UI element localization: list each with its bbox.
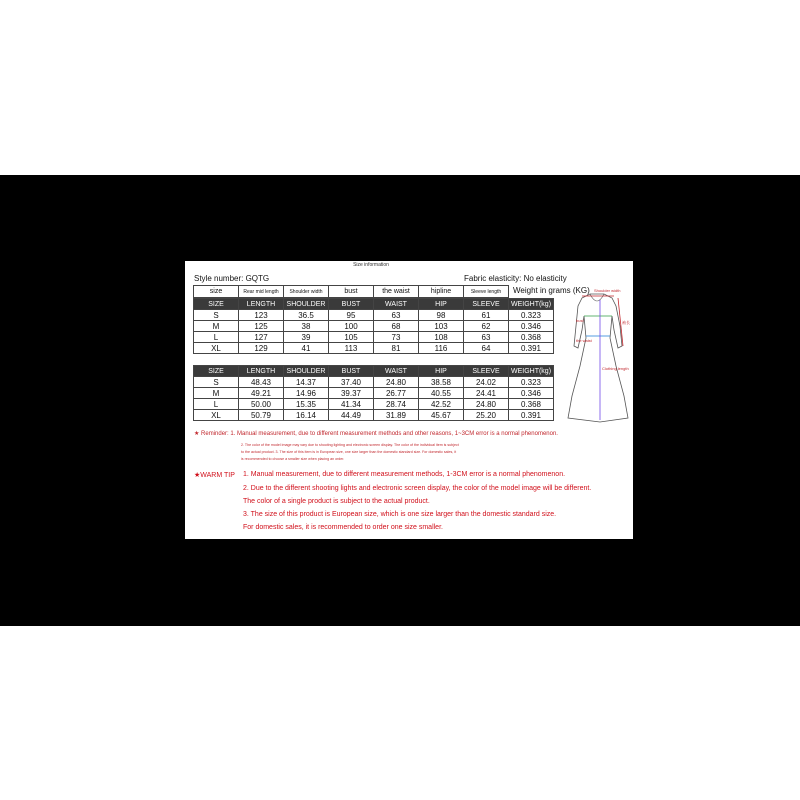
reminder-small-line: to the actual product. 3. The size of this item is in European size, one size larger than the domestic standard size. For domestic sales, it [241,450,457,454]
table-cell: 39.37 [329,388,374,399]
table-cell: 36.5 [284,310,329,321]
table-cell: L [194,399,239,410]
header-cell: the waist [374,286,419,298]
table-row [194,332,554,343]
table-cell: 0.368 [509,332,554,343]
dress-illustration [560,286,633,436]
table-cell: 25.20 [464,410,509,421]
table-cell: 68 [374,321,419,332]
table-cell: 24.02 [464,377,509,388]
table-row [194,388,554,399]
table-cell: 62 [464,321,509,332]
table-cell: 28.74 [374,399,419,410]
table-cell: 49.21 [239,388,284,399]
table-row [194,321,554,332]
table-cell: 95 [329,310,374,321]
table-cell: 116 [419,343,464,354]
column-header: HIP [419,299,464,310]
header-row-table [193,285,509,298]
table-cell: 0.346 [509,321,554,332]
table-cell: 38.58 [419,377,464,388]
waist-label: the waist [576,338,592,343]
table-row [194,377,554,388]
table-row [194,343,554,354]
size-table-inch [193,365,554,421]
table-cell: 63 [374,310,419,321]
table-cell: M [194,321,239,332]
warm-tip-line: For domestic sales, it is recommended to order one size smaller. [243,524,443,531]
table-cell: 50.00 [239,399,284,410]
table-cell: 37.40 [329,377,374,388]
column-header: SLEEVE [464,299,509,310]
style-number: Style number: GQTG [194,274,270,283]
column-header: LENGTH [239,299,284,310]
column-header: SHOULDER [284,299,329,310]
column-header: HIP [419,366,464,377]
table-cell: 42.52 [419,399,464,410]
table-cell: 31.89 [374,410,419,421]
header-cell: Shoulder width [284,286,329,298]
table-cell: 14.37 [284,377,329,388]
table-cell: 44.49 [329,410,374,421]
table-cell: 125 [239,321,284,332]
column-header: WAIST [374,366,419,377]
column-header: SLEEVE [464,366,509,377]
table-cell: 100 [329,321,374,332]
table-cell: 0.323 [509,310,554,321]
table-cell: 48.43 [239,377,284,388]
table-header-row [194,366,554,377]
column-header: LENGTH [239,366,284,377]
header-cell: bust [329,286,374,298]
header-cell: hipline [419,286,464,298]
warm-tip-line: The color of a single product is subject to the actual product. [243,498,430,505]
reminder-small-line: 2. The color of the model image may vary due to shooting lighting and electronic screen display. The color of the individual item is subject [241,443,459,447]
table-cell: 64 [464,343,509,354]
table-cell: 127 [239,332,284,343]
column-header: WAIST [374,299,419,310]
table-cell: S [194,377,239,388]
size-table-cm [193,298,554,354]
fabric-elasticity: Fabric elasticity: No elasticity [464,274,567,283]
table-cell: XL [194,410,239,421]
table-cell: M [194,388,239,399]
table-row [194,310,554,321]
table-cell: 24.41 [464,388,509,399]
table-cell: 81 [374,343,419,354]
table-cell: 40.55 [419,388,464,399]
header-cell: Sleeve length [464,286,509,298]
column-header: WEIGHT(kg) [509,299,554,310]
dress-measurement-figure [560,286,633,436]
table-cell: 0.391 [509,410,554,421]
warm-tip-line: 2. Due to the different shooting lights and electronic screen display, the color of the model image will be different. [243,485,592,492]
warm-tip-line: 3. The size of this product is European size, which is one size larger than the domestic standard size. [243,511,557,518]
table-cell: 123 [239,310,284,321]
chart-title: Size information [353,262,389,268]
column-header: WEIGHT(kg) [509,366,554,377]
clothing-length-label: Clothing length [602,366,629,371]
bust-label: bust [576,318,584,323]
table-cell: 0.346 [509,388,554,399]
reminder-small-line: is recommended to choose a smaller size when placing an order. [241,457,345,461]
table-cell: 129 [239,343,284,354]
table-cell: 113 [329,343,374,354]
table-cell: 14.96 [284,388,329,399]
table-cell: 0.368 [509,399,554,410]
table-cell: L [194,332,239,343]
table-cell: 45.67 [419,410,464,421]
table-cell: 41.34 [329,399,374,410]
table-cell: 50.79 [239,410,284,421]
shoulder-label: Shoulder width [594,288,621,293]
warm-tip-line: 1. Manual measurement, due to different measurement methods, 1-3CM error is a normal phenomenon. [243,471,566,478]
table-cell: 15.35 [284,399,329,410]
table-cell: 73 [374,332,419,343]
table-cell: 63 [464,332,509,343]
reminder-text: ★ Reminder: 1. Manual measurement, due to different measurement methods and other reasons, 1~3CM error is a normal phenomenon. [194,431,558,437]
table-cell: 103 [419,321,464,332]
table-cell: 98 [419,310,464,321]
table-cell: 16.14 [284,410,329,421]
warm-tip-label: ★WARM TIP [194,472,235,479]
table-cell: XL [194,343,239,354]
column-header: SHOULDER [284,366,329,377]
table-cell: 61 [464,310,509,321]
table-row [194,399,554,410]
header-weight-label: Weight in grams (KG) [513,286,590,295]
size-chart-card [185,261,633,539]
column-header: SIZE [194,366,239,377]
column-header: SIZE [194,299,239,310]
table-cell: 108 [419,332,464,343]
column-header: BUST [329,366,374,377]
table-row [194,410,554,421]
sleeve-label: 袖长 [622,320,630,325]
header-cell: size [194,286,239,298]
table-cell: 0.391 [509,343,554,354]
table-cell: 0.323 [509,377,554,388]
table-cell: 39 [284,332,329,343]
table-header-row [194,299,554,310]
table-cell: 24.80 [464,399,509,410]
header-cell: Rear mid length [239,286,284,298]
table-cell: 41 [284,343,329,354]
table-cell: 26.77 [374,388,419,399]
table-cell: 38 [284,321,329,332]
table-cell: 105 [329,332,374,343]
table-cell: S [194,310,239,321]
table-cell: 24.80 [374,377,419,388]
column-header: BUST [329,299,374,310]
